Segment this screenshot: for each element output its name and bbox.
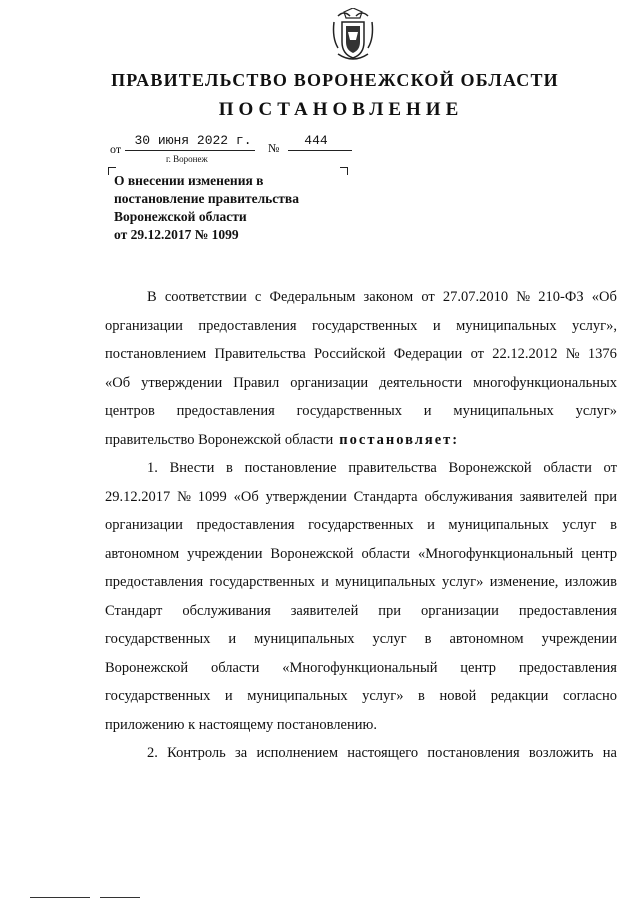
word: постановлением: [105, 346, 207, 362]
body-line: [105, 711, 617, 740]
word: государственных: [296, 403, 402, 419]
word: соответствии: [164, 289, 247, 305]
footer-rule: [30, 897, 90, 898]
word: области: [361, 545, 411, 562]
coat-of-arms-icon: [330, 8, 376, 64]
decree-word: постановляет:: [339, 431, 460, 448]
word: «Об: [233, 488, 259, 505]
subject-line: Воронежской области: [114, 209, 247, 224]
word: от: [470, 346, 484, 362]
word: за: [235, 745, 248, 761]
word: и: [321, 574, 329, 590]
word: муниципальных: [456, 317, 557, 334]
word: 210-ФЗ: [538, 289, 584, 305]
word: новой: [439, 688, 477, 704]
word: в: [226, 460, 233, 476]
word: Воронежской: [105, 659, 189, 676]
word: организации: [105, 517, 183, 533]
body-line: [105, 483, 617, 512]
word: в: [424, 631, 432, 647]
word: законом: [363, 289, 414, 305]
word: при: [594, 488, 617, 505]
word: организации: [290, 374, 369, 391]
word: предоставления: [105, 574, 204, 590]
body-line: [105, 540, 617, 569]
word: утверждении: [265, 488, 347, 505]
word: услуг: [372, 631, 407, 647]
word: Стандарта: [353, 488, 418, 505]
date-underline: [125, 150, 255, 151]
word: возложить: [528, 745, 594, 761]
word: постановление: [244, 460, 337, 476]
word: и: [423, 403, 432, 419]
word: 22.12.2012: [492, 346, 558, 362]
document-subject: [114, 172, 354, 244]
word: муниципальных: [448, 517, 549, 533]
word: деятельности: [379, 374, 463, 391]
word: услуг»,: [572, 317, 617, 334]
government-name: ПРАВИТЕЛЬСТВО ВОРОНЕЖСКОЙ ОБЛАСТИ: [111, 70, 559, 90]
word: заявителей: [519, 488, 588, 505]
word: области: [543, 460, 592, 476]
word: автономном: [449, 631, 524, 647]
word: Стандарт: [105, 602, 163, 619]
word: предоставления: [518, 659, 617, 676]
word: 1099: [197, 488, 227, 505]
body-line: [105, 597, 617, 626]
word: муниципальных: [335, 574, 436, 590]
word: центр: [581, 545, 617, 562]
word: предоставления: [196, 517, 295, 533]
word: «Об: [105, 374, 131, 391]
word: услуг»: [362, 688, 404, 704]
word: предоставления: [198, 317, 297, 334]
body-line: [105, 397, 617, 426]
word: предоставления: [176, 403, 275, 419]
word: 2.: [147, 745, 158, 761]
word: изменение,: [489, 574, 559, 590]
word: области: [210, 659, 260, 676]
word: государственных: [312, 317, 418, 334]
word: от: [421, 289, 435, 305]
body-line: [105, 511, 617, 540]
word: при: [378, 602, 402, 619]
word: услуг»: [575, 403, 617, 419]
word: услуг»: [442, 574, 484, 590]
word: изложив: [564, 574, 617, 590]
body-text: правительство Воронежской области: [105, 431, 334, 448]
word: №: [565, 346, 580, 362]
body-line: [105, 369, 617, 398]
number-label: №: [268, 141, 280, 155]
word: и: [228, 631, 237, 647]
footer-rule: [100, 897, 140, 898]
word: Воронежской: [270, 545, 354, 562]
word: Федерации: [393, 346, 463, 362]
word: 29.12.2017: [105, 488, 171, 505]
word: №: [177, 488, 191, 505]
body-line: [105, 283, 617, 312]
word: муниципальных: [247, 688, 348, 704]
document-body: [105, 283, 617, 768]
city: г. Воронеж: [166, 154, 208, 164]
word: государственных: [105, 631, 211, 647]
word: организации: [421, 602, 499, 619]
word: государственных: [308, 517, 414, 533]
word: В: [147, 289, 157, 305]
word: Воронежской: [448, 460, 532, 476]
body-line: [105, 426, 617, 455]
word: редакции: [490, 688, 549, 704]
body-text: приложению к настоящему постановлению.: [105, 716, 377, 733]
word: учреждении: [541, 631, 617, 647]
word: услуг: [562, 517, 597, 533]
subject-line: от 29.12.2017 № 1099: [114, 227, 239, 242]
body-line: [105, 654, 617, 683]
word: организации: [105, 317, 183, 334]
word: с: [254, 289, 262, 305]
subject-line: О внесении изменения в: [114, 173, 264, 188]
body-line: [105, 739, 617, 768]
word: государственных: [105, 688, 211, 704]
word: в: [418, 688, 425, 704]
word: утверждении: [141, 374, 223, 391]
word: «Многофункциональный: [282, 659, 438, 676]
word: 1.: [147, 460, 158, 476]
word: заявителей: [290, 602, 359, 619]
word: и: [427, 517, 435, 533]
word: в: [610, 517, 617, 533]
word: Контроль: [167, 745, 226, 761]
word: многофункциональных: [473, 374, 617, 391]
body-line: [105, 340, 617, 369]
document-number: 444: [304, 133, 328, 148]
word: 27.07.2010: [442, 289, 509, 305]
body-line: [105, 625, 617, 654]
word: 1376: [587, 346, 617, 362]
word: центр: [460, 659, 497, 676]
body-line: [105, 454, 617, 483]
date-number-row: [0, 131, 640, 156]
word: муниципальных: [254, 631, 355, 647]
body-line: [105, 312, 617, 341]
number-underline: [288, 150, 352, 151]
date-label: от: [110, 142, 122, 156]
word: обслуживания: [182, 602, 271, 619]
word: Федеральным: [269, 289, 356, 305]
word: предоставления: [518, 602, 617, 619]
word: Российской: [314, 346, 386, 362]
word: Внести: [169, 460, 215, 476]
document-date: 30 июня 2022 г.: [134, 133, 252, 148]
word: Правил: [233, 374, 280, 391]
word: и: [432, 317, 441, 334]
word: «Об: [591, 289, 617, 305]
word: государственных: [209, 574, 315, 590]
word: «Многофункциональный: [417, 545, 574, 562]
word: учреждении: [187, 545, 263, 562]
word: обслуживания: [424, 488, 513, 505]
word: №: [516, 289, 531, 305]
word: настоящего: [347, 745, 419, 761]
word: муниципальных: [453, 403, 554, 419]
word: автономном: [105, 545, 180, 562]
word: центров: [105, 403, 155, 419]
word: правительства: [348, 460, 437, 476]
document-type: ПОСТАНОВЛЕНИЕ: [218, 99, 464, 120]
body-line: [105, 682, 617, 711]
word: постановления: [427, 745, 520, 761]
word: исполнением: [256, 745, 339, 761]
word: Правительства: [214, 346, 306, 362]
word: от: [603, 460, 617, 476]
word: и: [224, 688, 233, 704]
subject-line: постановление правительства: [114, 191, 299, 206]
body-line: [105, 568, 617, 597]
word: на: [602, 745, 617, 761]
word: согласно: [562, 688, 617, 704]
